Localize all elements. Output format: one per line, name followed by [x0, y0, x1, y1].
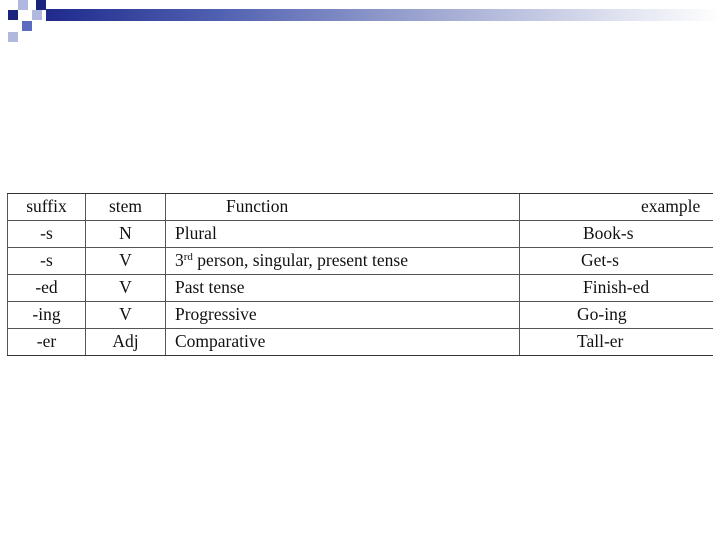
- decor-square: [22, 21, 32, 31]
- cell-function-rest: person, singular, present tense: [192, 250, 408, 271]
- decor-square: [32, 10, 42, 20]
- cell-suffix: -ed: [8, 275, 86, 302]
- cell-example: [520, 329, 714, 356]
- cell-example-text: Go-ing: [577, 304, 627, 325]
- cell-suffix: -s: [8, 248, 86, 275]
- cell-stem: N: [86, 221, 166, 248]
- table-row: [8, 248, 714, 275]
- header-stem: stem: [86, 194, 166, 221]
- cell-suffix: -ing: [8, 302, 86, 329]
- cell-stem: V: [86, 302, 166, 329]
- cell-example: [520, 248, 714, 275]
- cell-suffix: -er: [8, 329, 86, 356]
- decor-square: [8, 32, 18, 42]
- cell-example-text: Get-s: [581, 250, 619, 271]
- cell-stem: V: [86, 275, 166, 302]
- cell-example: [520, 221, 714, 248]
- cell-example-text: Tall-er: [577, 331, 624, 352]
- cell-function-superscript: rd: [183, 251, 193, 264]
- decor-square: [36, 0, 46, 10]
- cell-function: Progressive: [166, 302, 520, 329]
- table-row: [8, 275, 714, 302]
- cell-function: Comparative: [166, 329, 520, 356]
- table-row: [8, 302, 714, 329]
- header-function: Function: [166, 194, 520, 221]
- cell-suffix: -s: [8, 221, 86, 248]
- slide-decoration: [0, 0, 720, 50]
- cell-function: [166, 248, 520, 275]
- header-gradient-bar: [46, 9, 720, 21]
- cell-function-number: 3: [175, 250, 184, 271]
- cell-example-text: Book-s: [583, 223, 634, 244]
- cell-example: [520, 275, 714, 302]
- cell-example-text: Finish-ed: [583, 277, 650, 298]
- table-header-row: [8, 194, 714, 221]
- cell-stem: V: [86, 248, 166, 275]
- header-example: example: [520, 194, 714, 221]
- cell-function: Plural: [166, 221, 520, 248]
- suffix-table-container: [7, 193, 713, 357]
- table-row: [8, 329, 714, 356]
- decor-square: [8, 10, 18, 20]
- header-suffix: suffix: [8, 194, 86, 221]
- cell-function: Past tense: [166, 275, 520, 302]
- cell-stem: Adj: [86, 329, 166, 356]
- suffix-table: [7, 193, 713, 356]
- table-row: [8, 221, 714, 248]
- decor-square: [18, 0, 28, 10]
- cell-example: [520, 302, 714, 329]
